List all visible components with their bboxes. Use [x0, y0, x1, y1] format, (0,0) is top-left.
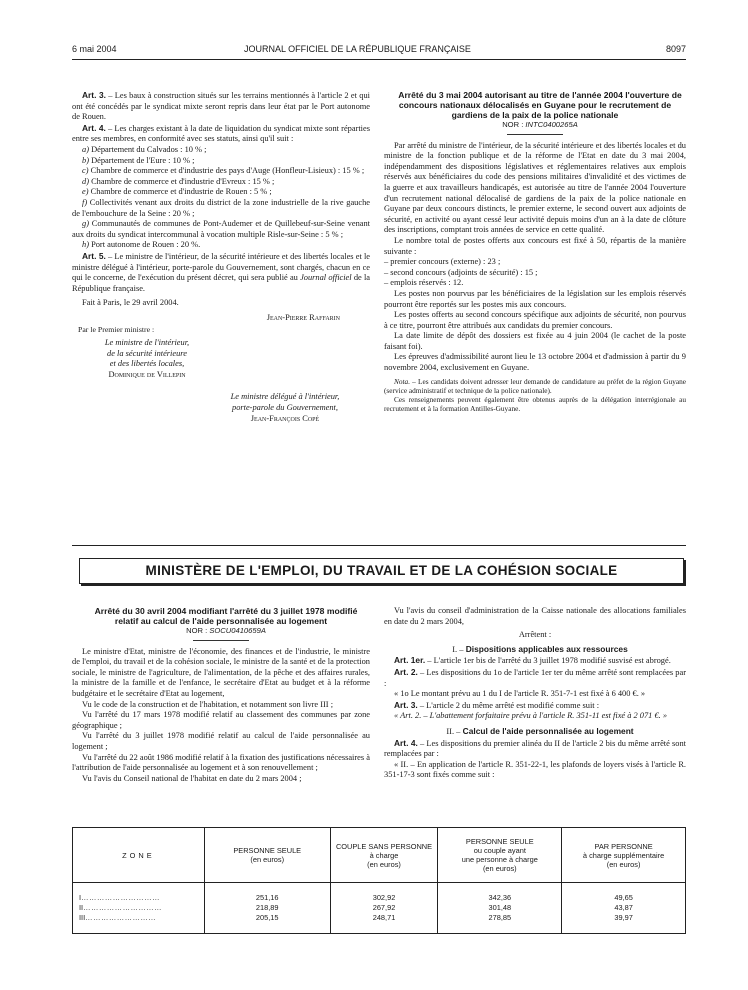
list-item: d) Chambre de commerce et d'industrie d'Evreux : 15 % ; [82, 176, 275, 186]
arretent: Arrêtent : [518, 630, 552, 640]
section-2-title: II. – Calcul de l'aide personnalisée au logement [446, 725, 634, 736]
article-3: Art. 3. – Les baux à construction situés sur les terrains mentionnés à l'article 2 et qui ont été concédés par le syndicat mixte seront repris dans leur état par le Port autonome de Rouen. [72, 90, 370, 122]
list-item: f) Collectivités venant aux droits du district de la zone industrielle de la rive gauche de l'embouchure de la Seine : 20 % ; [72, 197, 370, 218]
list-item: – second concours (adjoints de sécurité) : 15 ; [384, 267, 538, 277]
list-item: g) Communautés de communes de Pont-Audemer et de Quillebeuf-sur-Seine venant aux droits du syndicat intercommunal à vocation multiple Risle-sur-Seine : 5 % ; [72, 219, 370, 239]
nota-info: Ces renseignements peuvent également être obtenus auprès de la délégation interrégionale au recrutement et à la formation Antilles-Guyane. [384, 394, 686, 413]
table-row: II………………………… 218,89 267,92 301,48 43,87 [73, 903, 686, 913]
paragraph: Vu l'avis du conseil d'administration de la Caisse nationale des allocations familiales en date du 2 mars 2004, [384, 606, 686, 626]
paragraph: Vu le code de la construction et de l'habitation, et notamment son livre III ; [82, 699, 334, 709]
decree-title: Arrêté du 30 avril 2004 modifiant l'arrêté du 3 juillet 1978 modifié relatif au calcul de l'aide personnalisée au logement [94, 606, 358, 626]
signatory-prime-minister: Jean-Pierre Raffarin [266, 312, 340, 322]
delegate-signature-block: Le ministre délégué à l'intérieur, porte-parole du Gouvernement, Jean-François Copé [200, 392, 370, 424]
article-2: Art. 2. – Les dispositions du 1o de l'article 1er ter du même arrêté sont remplacées par : [384, 666, 686, 688]
left-bottom-column [72, 606, 370, 784]
article-4: Art. 4. – Les charges existant à la date de liquidation du syndicat mixte sont réparties entre ses membres, en conformité avec ses statuts, ainsi qu'il suit : [72, 122, 370, 144]
header-one-dependent: PERSONNE SEULE ou couple ayant une personne à charge (en euros) [438, 828, 562, 883]
quote: « Art. 2. – L'abattement forfaitaire prévu à l'article R. 351-11 est fixé à 2 071 €. » [394, 711, 668, 721]
paragraph: Les postes offerts au second concours spécifique aux adjoints de sécurité, non pourvus à ce titre, pourront être attribués aux candidats du premier concours. [384, 310, 686, 330]
table-spacer [73, 923, 686, 934]
paragraph: Vu l'avis du Conseil national de l'habitat en date du 2 mars 2004 ; [82, 773, 302, 783]
article-5: Art. 5. – Le ministre de l'intérieur, de la sécurité intérieure et des libertés locales et le ministre délégué à l'intérieur, porte-parole du Gouvernement, sont chargés, chacun en ce qui le concerne, de l'exécution du présent décret, qui sera publié au Journal officiel de la République française. [72, 250, 370, 293]
decree-title: Arrêté du 3 mai 2004 autorisant au titre de l'année 2004 l'ouverture de concours nationaux délocalisés en Guyane pour le recrutement de gardiens de la paix de la police nationale [398, 90, 682, 120]
page-header [72, 44, 686, 58]
list-item: h) Port autonome de Rouen : 20 %. [82, 240, 201, 250]
header-single: PERSONNE SEULE (en euros) [204, 828, 330, 883]
paragraph: Les postes non pourvus par les bénéficiaires de la législation sur les emplois réservés pourront être reportés sur les postes mis aux concours. [384, 288, 686, 309]
paragraph: La date limite de dépôt des dossiers est fixée au 4 juin 2004 (le cachet de la poste faisant foi). [384, 331, 686, 351]
paragraph: Vu l'arrêté du 22 août 1986 modifié relatif à la fixation des justifications nécessaires à l'attribution de l'aide personnalisée au logement et à son renouvellement ; [72, 752, 370, 773]
separator [193, 640, 249, 641]
quote: « 1o Le montant prévu au 1 du I de l'article R. 351-7-1 est fixé à 6 400 €. » [394, 689, 646, 699]
table-row: III……………………… 205,15 248,71 278,85 39,97 [73, 913, 686, 923]
table-header-row [73, 828, 686, 883]
paragraph: Le ministre d'Etat, ministre de l'économie, des finances et de l'industrie, le ministre de l'emploi, du travail et de la cohésion sociale, le ministre de la santé et de la protection sociale, le ministre de l'agriculture, de l'alimentation, de la pêche et des affaires rurales, la ministre de la famille et de l'enfance, le secrétaire d'Etat au budget et à la réforme budgétaire et le secrétaire d'Etat au logement, [72, 646, 370, 698]
delegate-name: Jean-François Copé [250, 413, 320, 423]
right-top-column [384, 90, 686, 413]
article-1: Art. 1er. – L'article 1er bis de l'arrêté du 3 juillet 1978 modifié susvisé est abrogé. [394, 655, 671, 666]
left-top-column [72, 90, 370, 424]
header-per-dependent: PAR PERSONNE à charge supplémentaire (en euros) [562, 828, 686, 883]
list-item: e) Chambre de commerce et d'industrie de Rouen : 5 % ; [82, 187, 272, 197]
section-1-title: I. – Dispositions applicables aux ressources [452, 643, 628, 654]
table-spacer [73, 883, 686, 894]
header-title: JOURNAL OFFICIEL DE LA RÉPUBLIQUE FRANÇAISE [244, 44, 471, 54]
header-zone: ZONE [73, 828, 205, 883]
right-bottom-column [384, 606, 686, 781]
header-date: 6 mai 2004 [72, 44, 117, 54]
list-item: c) Chambre de commerce et d'industrie des pays d'Auge (Honfleur-Lisieux) : 15 % ; [82, 166, 365, 176]
section-rule [72, 545, 686, 546]
header-rule [72, 59, 686, 60]
minister-signature-block: Le ministre de l'intérieur, de la sécurité intérieure et des libertés locales, Dominique de Villepin [72, 338, 222, 380]
signing-place-date: Fait à Paris, le 29 avril 2004. [82, 298, 179, 308]
nota: Nota. – Les candidats doivent adresser leur demande de candidature au préfet de la région Guyane (service administratif et technique de la police nationale). [384, 376, 686, 395]
quote: « II. – En application de l'article R. 351-22-1, les plafonds de loyers visés à l'article R. 351-17-3 sont fixés comme suit : [384, 759, 686, 780]
by-prime-minister: Par le Premier ministre : [78, 325, 155, 335]
paragraph: Les épreuves d'admissibilité auront lieu le 13 octobre 2004 et d'admission à partir du 9 novembre 2004, exclusivement en Guyane. [384, 352, 686, 373]
article-3: Art. 3. – L'article 2 du même arrêté est modifié comme suit : [394, 699, 600, 710]
paragraph: Par arrêté du ministre de l'intérieur, de la sécurité intérieure et des libertés locales et du ministre de la fonction publique et de la réforme de l'Etat en date du 3 mai 2004, indépendamment des dispositions législatives et réglementaires relatives aux emplois réservés aux bénéficiaires du code des pensions militaires d'invalidité et des victimes de la guerre et aux travailleurs handicapés, est autorisée au titre de l'année 2004 l'ouverture d'un recrutement national délocalisé de gardiens de la paix de la police nationale en Guyane par deux concours distincts, le premier externe, le second ouvert aux adjoints de sécurité, en activité ou ayant cessé leur activité depuis moins d'un an à la date de clôture des inscriptions, comptant trois années de service en cette qualité. [384, 140, 686, 235]
list-item: – emplois réservés : 12. [384, 278, 464, 288]
article-4: Art. 4. – Les dispositions du premier alinéa du II de l'article 2 bis du même arrêté sont remplacées par : [384, 737, 686, 759]
paragraph: Vu l'arrêté du 3 juillet 1978 modifié relatif au calcul de l'aide personnalisée au logement ; [72, 731, 370, 751]
list-item: – premier concours (externe) : 23 ; [384, 257, 501, 267]
minister-name: Dominique de Villepin [108, 369, 186, 379]
ministry-banner: MINISTÈRE DE L'EMPLOI, DU TRAVAIL ET DE LA COHÉSION SOCIALE [79, 558, 684, 584]
separator [507, 134, 563, 135]
list-item: a) Département du Calvados : 10 % ; [82, 144, 207, 154]
paragraph: Vu l'arrêté du 17 mars 1978 modifié relatif au classement des communes par zone géographique ; [72, 710, 370, 730]
header-page-number: 8097 [665, 44, 686, 54]
list-item: b) Département de l'Eure : 10 % ; [82, 155, 195, 165]
nor-reference: NOR : SOCU0410659A [186, 626, 266, 635]
table-row: I………………………… 251,16 302,92 342,36 49,65 [73, 893, 686, 903]
paragraph: Le nombre total de postes offerts aux concours est fixé à 50, répartis de la manière suivante : [384, 235, 686, 256]
rent-ceilings-table [72, 827, 686, 934]
header-couple: COUPLE SANS PERSONNE à charge (en euros) [330, 828, 438, 883]
nor-reference: NOR : INTC0400265A [502, 120, 578, 129]
